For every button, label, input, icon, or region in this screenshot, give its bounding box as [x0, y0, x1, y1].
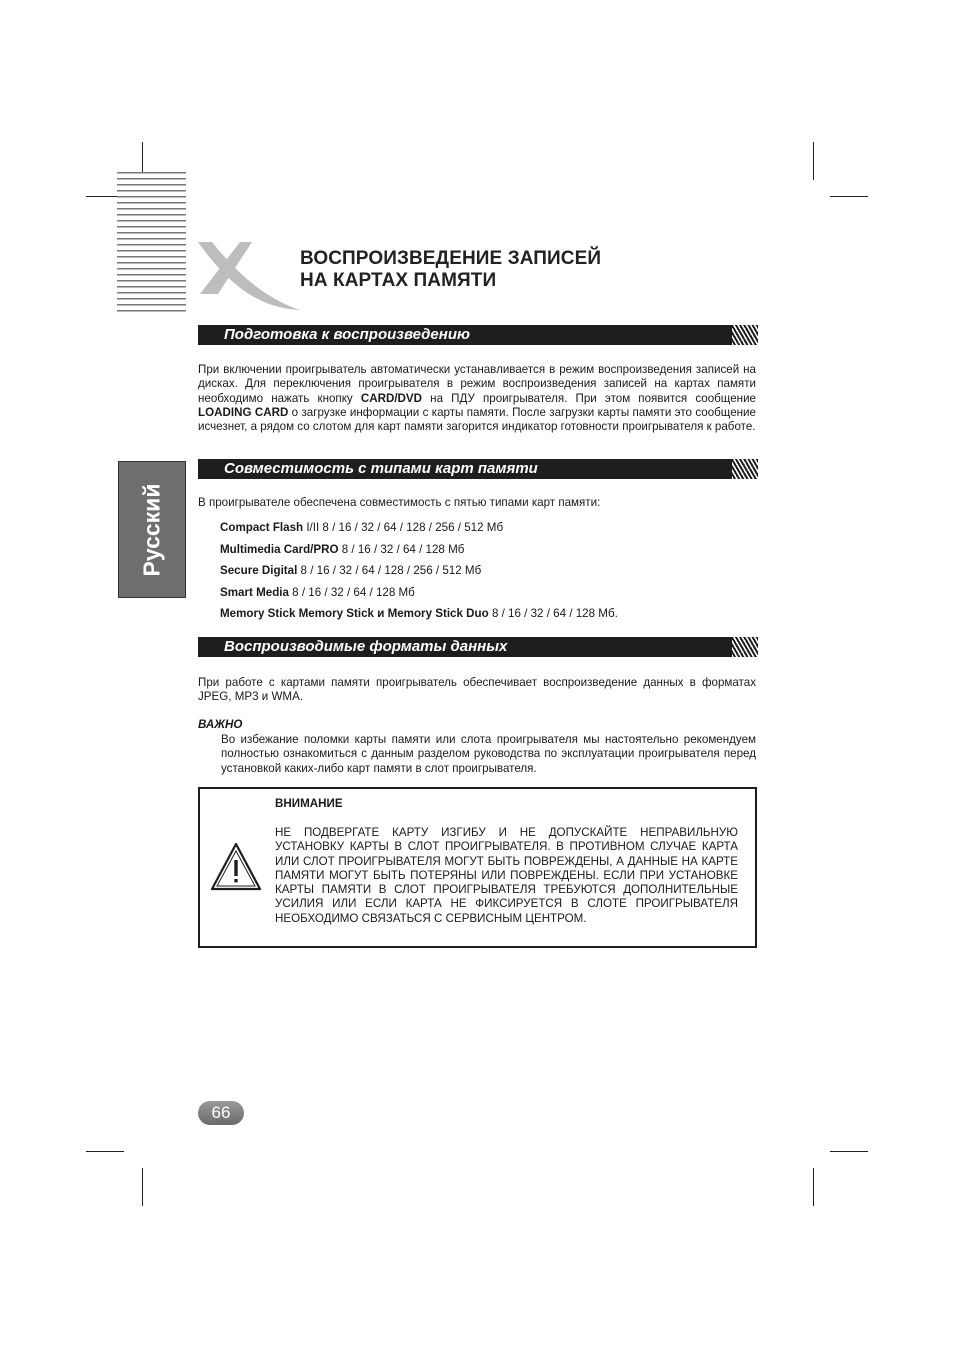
loading-card-message: LOADING CARD [198, 405, 289, 419]
list-item: Multimedia Card/PRO 8 / 16 / 32 / 64 / 128 Мб [220, 542, 465, 556]
language-side-tab [118, 461, 186, 598]
page-title [300, 248, 601, 292]
important-title: ВАЖНО [198, 718, 243, 731]
warning-title: ВНИМАНИЕ [275, 797, 343, 810]
page-title-line1: ВОСПРОИЗВЕДЕНИЕ ЗАПИСЕЙ [300, 248, 602, 269]
page-number-badge [198, 1101, 244, 1125]
text-fragment: При включении проигрыватель автоматически устанавливается в режим воспроизведения записей на дисках. Для переключения проигрывателя в режим воспроизведения записей на картах памяти необходимо нажать кнопку [198, 363, 756, 405]
section-heading-formats [198, 637, 758, 657]
formats-paragraph: При работе с картами памяти проигрыватель обеспечивает воспроизведение данных в форматах JPEG, MP3 и WMA. [198, 676, 756, 704]
crop-mark [813, 1168, 814, 1206]
crop-mark [830, 196, 868, 197]
text-fragment: на ПДУ проигрывателя. При этом появится сообщение [422, 391, 756, 405]
crop-mark [813, 142, 814, 180]
page-number: 66 [211, 1103, 231, 1122]
crop-mark [830, 1151, 868, 1152]
decorative-stripes [117, 172, 186, 312]
warning-triangle-icon [210, 842, 262, 892]
important-text: Во избежание поломки карты памяти или слота проигрывателя мы настоятельно рекомендуем полностью ознакомиться с данным разделом руководства по эксплуатации проигрывателя перед установкой каких-либо карт памяти в слот проигрывателя. [221, 733, 756, 775]
compatibility-intro: В проигрывателе обеспечена совместимость с пятью типами карт памяти: [198, 496, 601, 509]
section-heading-label: Совместимость с типами карт памяти [224, 460, 538, 477]
list-item: Secure Digital 8 / 16 / 32 / 64 / 128 / 256 / 512 Мб [220, 564, 482, 578]
list-item: Memory Stick Memory Stick и Memory Stick Duo 8 / 16 / 32 / 64 / 128 Мб. [220, 607, 618, 621]
card-dvd-button-name: CARD/DVD [360, 391, 423, 405]
list-item: Compact Flash I/II 8 / 16 / 32 / 64 / 128 / 256 / 512 Мб [220, 521, 504, 534]
section-heading-label: Подготовка к воспроизведению [224, 326, 470, 343]
crop-mark [142, 1168, 143, 1206]
warning-box [198, 787, 757, 948]
preparation-paragraph [198, 363, 756, 434]
hatch-decoration [732, 459, 758, 479]
hatch-decoration [732, 637, 758, 657]
list-item: Smart Media 8 / 16 / 32 / 64 / 128 Мб [220, 585, 415, 599]
language-label: Русский [138, 483, 165, 576]
crop-mark [86, 1151, 124, 1152]
section-heading-compatibility [198, 459, 758, 479]
x-logo-icon [196, 238, 300, 312]
card-types-list [220, 517, 740, 625]
page-title-line2: НА КАРТАХ ПАМЯТИ [300, 270, 497, 291]
text-fragment: о загрузке информации с карты памяти. После загрузки карты памяти это сообщение исчезнет, а рядом со слотом для карт памяти загорится индикатор готовности проигрывателя к работе. [198, 405, 756, 434]
section-heading-preparation [198, 325, 758, 345]
section-heading-label: Воспроизводимые форматы данных [224, 638, 508, 655]
warning-text: НЕ ПОДВЕРГАТЕ КАРТУ ИЗГИБУ И НЕ ДОПУСКАЙТЕ НЕПРАВИЛЬНУЮ УСТАНОВКУ КАРТЫ В СЛОТ ПРОИГРЫВАТЕЛЯ. В ПРОТИВНОМ СЛУЧАЕ КАРТА ИЛИ СЛОТ ПРОИГРЫВАТЕЛЯ МОГУТ БЫТЬ ПОВРЕЖДЕНЫ, А ДАННЫЕ НА КАРТЕ ПАМЯТИ МОГУТ БЫТЬ ПОТЕРЯНЫ ИЛИ ПОВРЕЖДЕНЫ. ЕСЛИ ПРИ УСТАНОВКЕ КАРТЫ ПАМЯТИ В СЛОТ ПРОИГРЫВАТЕЛЯ ТРЕБУЮТСЯ ДОПОЛНИТЕЛЬНЫЕ УСИЛИЯ ИЛИ ЕСЛИ КАРТА НЕ ФИКСИРУЕТСЯ В СЛОТЕ ПРОИГРЫВАТЕЛЯ НЕОБХОДИМО СВЯЗАТЬСЯ С СЕРВИСНЫМ ЦЕНТРОМ. [275, 826, 738, 925]
hatch-decoration [732, 325, 758, 345]
